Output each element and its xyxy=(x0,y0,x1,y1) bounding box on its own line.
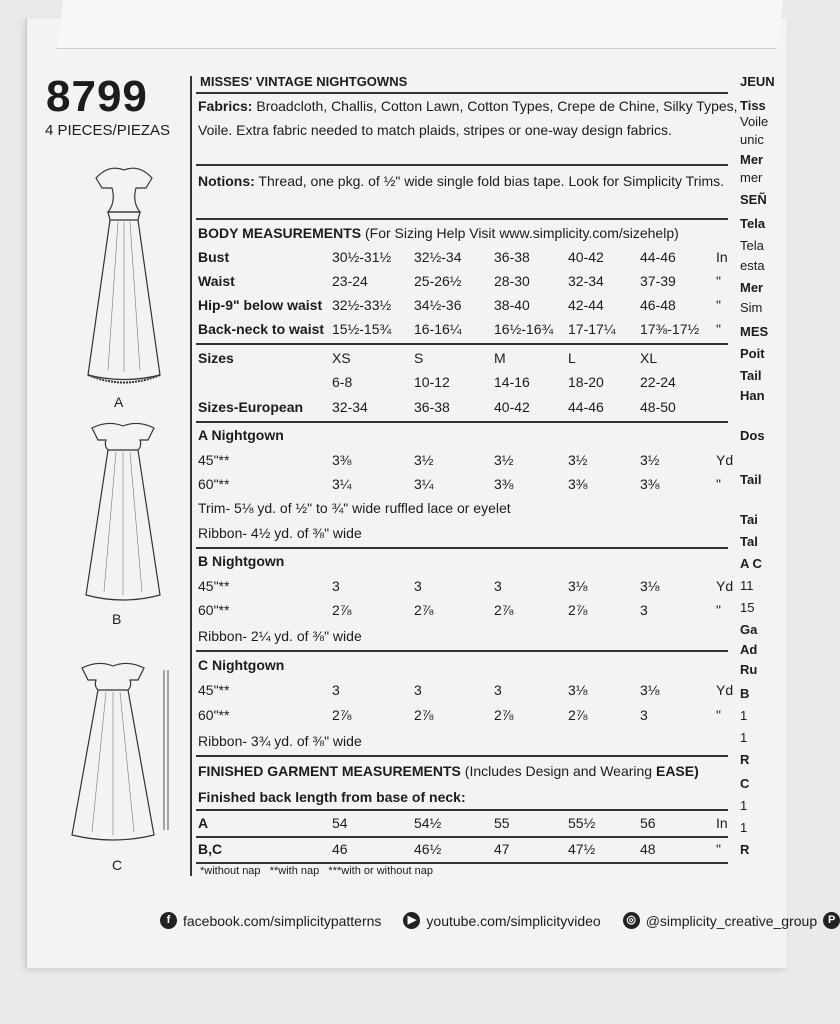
divider xyxy=(196,650,728,652)
instagram-link[interactable]: @simplicity_creative_group xyxy=(645,912,818,929)
view-a-heading: A Nightgown xyxy=(198,427,284,443)
divider xyxy=(196,92,728,94)
right-column-text: Tela xyxy=(740,216,766,231)
right-column-text: mer xyxy=(740,170,763,185)
right-column-text: unic xyxy=(740,132,764,147)
divider xyxy=(196,218,728,220)
pinterest-icon: P xyxy=(823,912,840,929)
pieces-count: 4 PIECES/PIEZAS xyxy=(45,122,171,139)
divider xyxy=(196,421,728,423)
divider xyxy=(196,547,728,549)
view-b-heading: B Nightgown xyxy=(198,553,285,569)
envelope-flap xyxy=(57,0,784,49)
body-measurements-heading: BODY MEASUREMENTS (For Sizing Help Visit www.simplicity.com/sizehelp) xyxy=(198,225,679,241)
right-column-text: 1 xyxy=(740,798,748,813)
right-column-text: MES xyxy=(740,324,769,339)
right-column-text: Tal xyxy=(740,534,758,549)
finished-subheading: Finished back length from base of neck: xyxy=(198,789,466,805)
column-divider xyxy=(190,76,192,876)
view-letter-c: C xyxy=(112,857,123,873)
right-column-text: Ga xyxy=(740,622,758,637)
gown-c-illustration xyxy=(60,660,180,845)
right-column-text: 1 xyxy=(740,820,748,835)
right-column-text: A C xyxy=(740,556,762,571)
divider xyxy=(196,862,728,864)
right-column-text: Han xyxy=(740,388,765,403)
divider xyxy=(196,343,728,345)
social-footer xyxy=(160,912,840,929)
view-c-ribbon: Ribbon- 3¾ yd. of ⅜" wide xyxy=(198,733,362,749)
view-b-ribbon: Ribbon- 2¼ yd. of ⅜" wide xyxy=(198,628,362,644)
pattern-number: 8799 xyxy=(46,72,148,121)
right-column-text: Ad xyxy=(740,642,758,657)
divider xyxy=(196,164,728,166)
right-column-text: R xyxy=(740,842,750,857)
right-column-text: 1 xyxy=(740,730,748,745)
right-column-text: SEÑ xyxy=(740,192,767,207)
finished-heading: FINISHED GARMENT MEASUREMENTS (Includes Design and Wearing EASE) xyxy=(198,763,699,779)
right-column-text: Dos xyxy=(740,428,765,443)
right-column-text: 15 xyxy=(740,600,755,615)
divider xyxy=(196,809,728,811)
right-column-text: Poit xyxy=(740,346,765,361)
right-column-text: Tail xyxy=(740,368,762,383)
right-column-text: 1 xyxy=(740,708,748,723)
fabrics-line-2: Voile. Extra fabric needed to match plaids, stripes or one-way design fabrics. xyxy=(198,122,672,138)
right-column-text: JEUN xyxy=(740,74,775,89)
notions-line: Notions: Thread, one pkg. of ½" wide single fold bias tape. Look for Simplicity Trims. xyxy=(198,173,725,189)
youtube-icon: ▶ xyxy=(403,912,420,929)
instagram-icon: ◎ xyxy=(623,912,640,929)
right-column-text: Mer xyxy=(740,152,764,167)
view-letter-a: A xyxy=(114,394,124,410)
right-column-text: B xyxy=(740,686,750,701)
footnote: *without nap **with nap ***with or without nap xyxy=(200,865,433,877)
youtube-link[interactable]: youtube.com/simplicityvideo xyxy=(426,912,601,929)
fabrics-line-1: Fabrics: Broadcloth, Challis, Cotton Lawn, Cotton Types, Crepe de Chine, Silky Types, xyxy=(198,98,738,114)
gown-b-illustration xyxy=(78,420,168,605)
view-a-trim: Trim- 5⅛ yd. of ½" to ¾" wide ruffled lace or eyelet xyxy=(198,500,511,516)
divider xyxy=(196,755,728,757)
right-column-text: esta xyxy=(740,258,765,273)
pattern-title: MISSES' VINTAGE NIGHTGOWNS xyxy=(200,74,408,89)
view-c-heading: C Nightgown xyxy=(198,657,285,673)
facebook-icon: f xyxy=(160,912,177,929)
right-column-text: Sim xyxy=(740,300,763,315)
right-column-text: Ru xyxy=(740,662,758,677)
right-column-text: 11 xyxy=(740,578,754,593)
right-column-text: Tela xyxy=(740,238,764,253)
gown-a-illustration xyxy=(74,160,174,390)
right-column-text: Tiss xyxy=(740,98,766,113)
divider xyxy=(196,836,728,838)
right-column-text: Voile xyxy=(740,114,769,129)
right-column-text: Tai xyxy=(740,512,758,527)
right-column-text: R xyxy=(740,752,750,767)
facebook-link[interactable]: facebook.com/simplicitypatterns xyxy=(183,912,382,929)
view-a-ribbon: Ribbon- 4½ yd. of ⅜" wide xyxy=(198,525,362,541)
right-column-text: C xyxy=(740,776,750,791)
right-column-text: Tail xyxy=(740,472,762,487)
right-column-text: Mer xyxy=(740,280,764,295)
view-letter-b: B xyxy=(112,611,122,627)
